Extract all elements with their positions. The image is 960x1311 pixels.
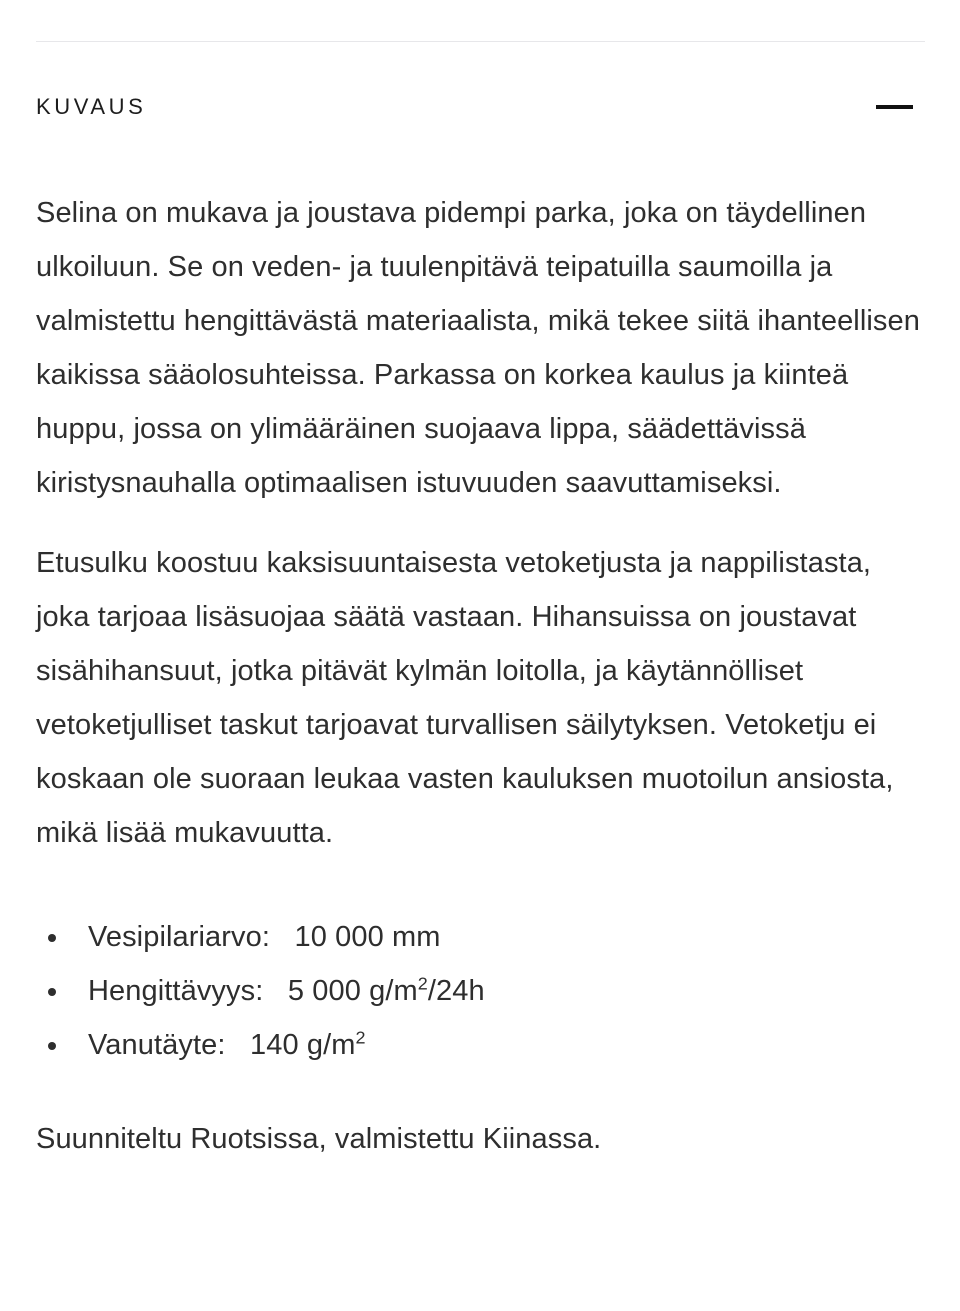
origin-text: Suunniteltu Ruotsissa, valmistettu Kiinassa. <box>36 1123 602 1155</box>
description-content <box>36 186 926 1166</box>
accordion-header-kuvaus[interactable] <box>36 84 925 130</box>
spec-label: Vesipilariarvo: <box>88 921 271 953</box>
spec-suffix: /24h <box>427 975 485 1007</box>
page-title: KUVAUS <box>36 94 147 119</box>
list-item <box>36 910 926 964</box>
description-paragraph-2: Etusulku koostuu kaksisuuntaisesta vetoketjusta ja nappilistasta, joka tarjoaa lisäsuojaa säätä vastaan. Hihansuissa on joustavat sisähihansuut, jotka pitävät kylmän loitolla, ja käytännölliset vetoketjulliset taskut tarjoavat turvallisen säilytyksen. Vetoketju ei koskaan ole suoraan leukaa vasten kauluksen muotoilun ansiosta, mikä lisää mukavuutta. <box>36 547 894 849</box>
spec-value: 140 g/m <box>250 1029 356 1061</box>
description-paragraph-1: Selina on mukava ja joustava pidempi parka, joka on täydellinen ulkoiluun. Se on veden- ja tuulenpitävä teipatuilla saumoilla ja valmistettu hengittävästä materiaalista, mikä tekee siitä ihanteellisen kaikissa sääolosuhteissa. Parkassa on korkea kaulus ja kiinteä huppu, jossa on ylimääräinen suojaava lippa, säädettävissä kiristysnauhalla optimaalisen istuvuuden saavuttamiseksi. <box>36 197 920 499</box>
spec-list <box>36 910 926 1072</box>
minus-icon[interactable] <box>876 105 913 109</box>
bullet-icon <box>48 934 56 942</box>
list-item <box>36 964 926 1018</box>
bullet-icon <box>48 988 56 996</box>
spec-value: 10 000 mm <box>294 921 441 953</box>
spec-superscript: 2 <box>355 1027 366 1048</box>
spec-label: Vanutäyte: <box>88 1029 226 1061</box>
bullet-icon <box>48 1042 56 1050</box>
list-item <box>36 1018 926 1072</box>
section-divider <box>36 41 925 42</box>
spec-label: Hengittävyys: <box>88 975 264 1007</box>
spec-value: 5 000 g/m <box>287 975 418 1007</box>
spec-superscript: 2 <box>417 973 428 994</box>
